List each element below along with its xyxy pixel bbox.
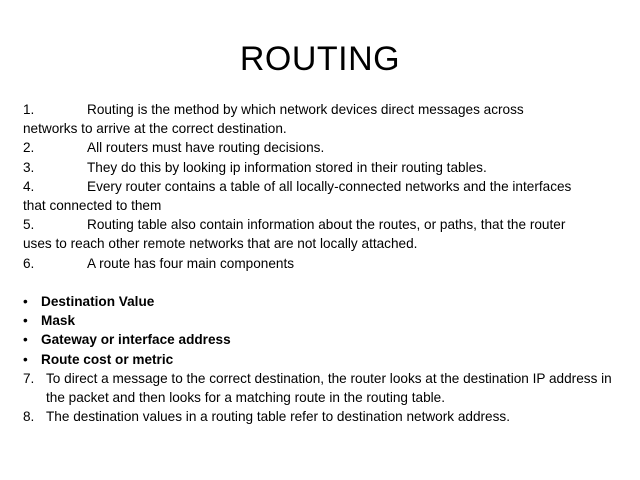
item-number: 6. [23, 255, 35, 271]
item-text: To direct a message to the correct destination, the router looks at the destination IP address in the packet and then looks for a matching route in the routing table. [46, 370, 612, 406]
bullet-item [23, 311, 623, 330]
item-number: 8. [23, 409, 35, 425]
item-text: The destination values in a routing table refer to destination network address. [46, 409, 510, 425]
numbered-item-4 [23, 177, 623, 196]
item-number: 4. [23, 178, 35, 194]
numbered-item-2 [23, 138, 623, 157]
slide-body [23, 100, 623, 426]
numbered-item-1-continuation: networks to arrive at the correct destination. [23, 121, 287, 137]
numbered-item-7 [23, 369, 623, 407]
item-text: All routers must have routing decisions. [87, 140, 325, 156]
item-number: 7. [23, 370, 35, 386]
spacer [23, 273, 623, 292]
item-text: Routing is the method by which network devices direct messages across [87, 102, 524, 117]
item-text: Every router contains a table of all locally-connected networks and the interfaces [87, 178, 572, 194]
slide-title: ROUTING [239, 40, 401, 78]
item-number: 2. [23, 140, 35, 156]
bullet-icon: • [23, 351, 28, 367]
numbered-item-5 [23, 215, 623, 234]
item-text: A route has four main components [87, 255, 295, 271]
bullet-item [23, 292, 623, 311]
bullet-item [23, 330, 623, 349]
numbered-item-1 [23, 100, 623, 119]
bullet-text: Mask [41, 313, 76, 329]
item-number: 5. [23, 217, 35, 233]
bullet-text: Gateway or interface address [41, 332, 231, 348]
bullet-icon: • [23, 294, 28, 310]
bullet-item [23, 350, 623, 369]
bullet-icon: • [23, 332, 28, 348]
bullet-icon: • [23, 313, 28, 329]
item-number: 3. [23, 159, 35, 175]
item-text: Routing table also contain information about the routes, or paths, that the router [87, 217, 566, 233]
numbered-item-6 [23, 254, 623, 273]
bullet-text: Route cost or metric [41, 351, 174, 367]
numbered-item-4-continuation: that connected to them [23, 198, 162, 214]
bullet-text: Destination Value [41, 294, 155, 310]
numbered-item-8 [23, 407, 623, 426]
numbered-item-5-continuation: uses to reach other remote networks that are not locally attached. [23, 236, 418, 252]
item-text: They do this by looking ip information stored in their routing tables. [87, 159, 487, 175]
numbered-item-3 [23, 158, 623, 177]
item-number: 1. [23, 102, 35, 117]
